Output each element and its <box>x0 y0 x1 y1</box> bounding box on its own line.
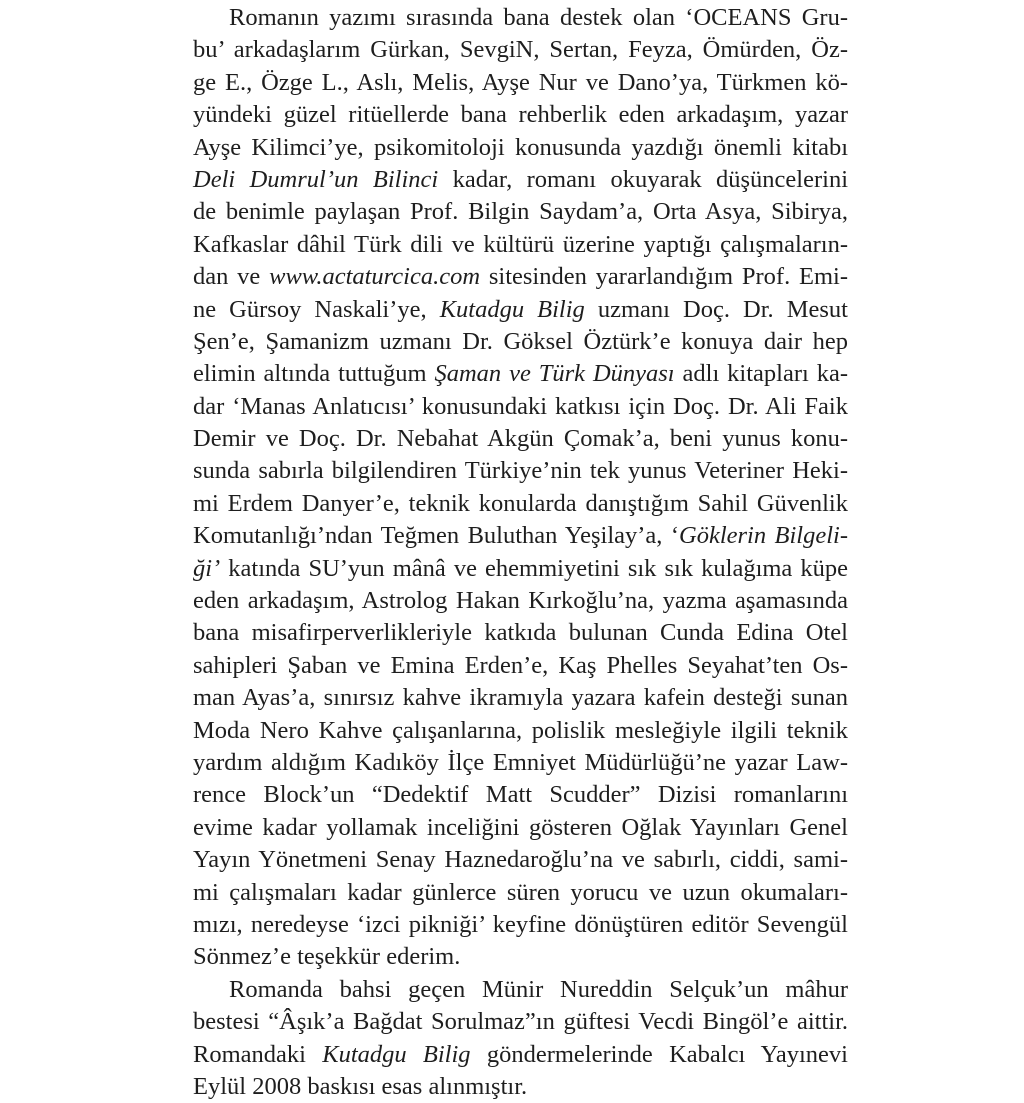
text-line <box>193 812 848 844</box>
italic-text: Deli Dumrul’un Bilinci <box>193 165 439 193</box>
text-line <box>193 294 848 326</box>
text-line <box>193 747 848 779</box>
text-line <box>193 1006 848 1038</box>
text-segment: Şen’e, Şamanizm uzmanı Dr. Göksel Öztürk’e konuya dair hep <box>193 327 848 355</box>
text-line <box>193 941 848 973</box>
text-line <box>193 1039 848 1071</box>
text-segment: Romanın yazımı sırasında bana destek olan ‘OCEANS Gru- <box>229 4 848 31</box>
text-segment: Komutanlığı’ndan Teğmen Buluthan Yeşilay’a, ‘ <box>193 522 680 550</box>
text-line <box>193 779 848 811</box>
text-line <box>193 617 848 649</box>
text-segment: de benimle paylaşan Prof. Bilgin Saydam’a, Orta Asya, Sibirya, <box>193 198 848 226</box>
italic-text: Kutadgu Bilig <box>439 295 585 323</box>
text-segment: Sönmez’e teşekkür ederim. <box>193 943 461 971</box>
text-segment: dar ‘Manas Anlatıcısı’ konusundaki katkısı için Doç. Dr. Ali Faik <box>193 392 848 420</box>
text-segment: Romanda bahsi geçen Münir Nureddin Selçuk’un mâhur <box>229 975 848 1003</box>
text-segment: sitesinden yararlandığım Prof. Emi- <box>480 263 848 291</box>
text-segment: bu’ arkadaşlarım Gürkan, SevgiN, Sertan, Feyza, Ömürden, Öz- <box>193 36 848 64</box>
text-line <box>193 844 848 876</box>
text-line <box>193 261 848 293</box>
text-segment: Eylül 2008 baskısı esas alınmıştır. <box>193 1072 528 1100</box>
text-segment: adlı kitapları ka- <box>674 360 848 388</box>
text-line <box>193 67 848 99</box>
text-line <box>193 520 848 552</box>
text-segment: kadar, romanı okuyarak düşüncelerini <box>438 165 849 193</box>
text-line <box>193 164 848 196</box>
text-segment: yündeki güzel ritüellerde bana rehberlik eden arkadaşım, yazar <box>193 101 848 129</box>
text-segment: göndermelerinde Kabalcı Yayınevi <box>470 1040 848 1068</box>
text-segment: Ayşe Kilimci’ye, psikomitoloji konusunda yazdığı önemli kitabı <box>193 133 848 161</box>
text-line <box>193 326 848 358</box>
acknowledgements-text <box>193 2 848 1103</box>
text-line <box>193 585 848 617</box>
text-line <box>193 553 848 585</box>
text-segment: evime kadar yollamak inceliğini gösteren Oğlak Yayınları Genel <box>193 813 848 841</box>
text-segment: Yayın Yönetmeni Senay Haznedaroğlu’na ve sabırlı, ciddi, sami- <box>193 846 848 874</box>
text-line <box>193 229 848 261</box>
text-segment: eden arkadaşım, Astrolog Hakan Kırkoğlu’na, yazma aşamasında <box>193 587 848 615</box>
text-segment: Moda Nero Kahve çalışanlarına, polislik mesleğiyle ilgili teknik <box>193 716 848 744</box>
text-line <box>193 682 848 714</box>
text-segment: katında SU’yun mânâ ve ehemmiyetini sık sık kulağıma küpe <box>220 554 848 582</box>
text-line <box>193 196 848 228</box>
italic-text: ği’ <box>193 554 221 582</box>
text-line <box>193 715 848 747</box>
italic-text: Şaman ve Türk Dünyası <box>434 360 675 388</box>
text-segment: bestesi “Âşık’a Bağdat Sorulmaz”ın güftesi Vecdi Bingöl’e aittir. <box>193 1008 848 1036</box>
text-line <box>193 974 848 1006</box>
text-segment: ne Gürsoy Naskali’ye, <box>193 295 440 323</box>
text-line <box>193 877 848 909</box>
text-line <box>193 650 848 682</box>
text-line <box>193 99 848 131</box>
text-segment: man Ayas’a, sınırsız kahve ikramıyla yazara kafein desteği sunan <box>193 684 849 712</box>
text-line <box>193 488 848 520</box>
text-segment: rence Block’un “Dedektif Matt Scudder” Dizisi romanlarını <box>193 781 849 809</box>
text-line <box>193 34 848 66</box>
text-line <box>193 2 848 34</box>
text-line <box>193 132 848 164</box>
text-segment: uzmanı Doç. Dr. Mesut <box>584 295 848 323</box>
text-line <box>193 909 848 941</box>
text-segment: bana misafirperverlikleriyle katkıda bulunan Cunda Edina Otel <box>193 619 848 647</box>
italic-text: Kutadgu Bilig <box>322 1040 471 1068</box>
text-segment: Romandaki <box>193 1040 323 1068</box>
text-segment: sunda sabırla bilgilendiren Türkiye’nin tek yunus Veteriner Heki- <box>193 457 848 485</box>
text-segment: ge E., Özge L., Aslı, Melis, Ayşe Nur ve Dano’ya, Türkmen kö- <box>193 68 848 96</box>
text-segment: Demir ve Doç. Dr. Nebahat Akgün Çomak’a, beni yunus konu- <box>193 425 848 453</box>
text-segment: mi Erdem Danyer’e, teknik konularda danıştığım Sahil Güvenlik <box>193 489 848 517</box>
text-segment: elimin altında tuttuğum <box>193 360 435 388</box>
text-segment: yardım aldığım Kadıköy İlçe Emniyet Müdürlüğü’ne yazar Law- <box>193 748 848 776</box>
italic-text: Göklerin Bilgeli- <box>679 522 848 550</box>
italic-text: www.actaturcica.com <box>269 263 481 291</box>
text-line <box>193 391 848 423</box>
text-line <box>193 1071 848 1103</box>
text-segment: mi çalışmaları kadar günlerce süren yorucu ve uzun okumaları- <box>193 878 848 906</box>
text-segment: sahipleri Şaban ve Emina Erden’e, Kaş Phelles Seyahat’ten Os- <box>193 651 848 679</box>
text-segment: dan ve <box>193 263 270 291</box>
text-line <box>193 358 848 390</box>
text-segment: mızı, neredeyse ‘izci pikniği’ keyfine dönüştüren editör Sevengül <box>193 910 848 938</box>
text-line <box>193 455 848 487</box>
text-line <box>193 423 848 455</box>
text-segment: Kafkaslar dâhil Türk dili ve kültürü üzerine yaptığı çalışmaların- <box>193 230 848 258</box>
